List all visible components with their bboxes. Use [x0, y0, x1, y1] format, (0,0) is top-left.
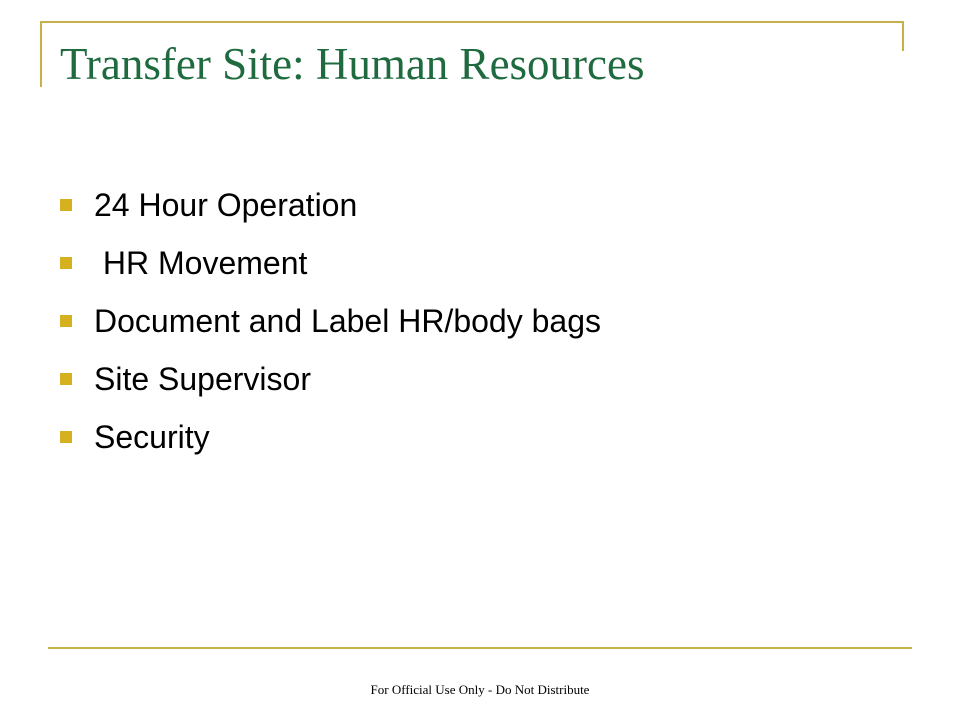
footer-text: For Official Use Only - Do Not Distribute	[370, 682, 590, 697]
right-frame-line	[902, 21, 904, 51]
bullet-item	[60, 234, 601, 292]
slide-title: Transfer Site: Human Resources	[60, 39, 645, 89]
square-bullet-icon	[60, 373, 72, 385]
bullet-text: Site Supervisor	[94, 361, 311, 397]
bullet-item	[60, 408, 601, 466]
bullet-item	[60, 176, 601, 234]
left-frame-line	[40, 21, 42, 87]
bullet-text: Document and Label HR/body bags	[94, 303, 601, 339]
bullet-list	[60, 176, 601, 466]
bullet-text: 24 Hour Operation	[94, 187, 358, 223]
top-frame-line	[40, 21, 904, 23]
square-bullet-icon	[60, 431, 72, 443]
bullet-text: Security	[94, 419, 210, 455]
bullet-item	[60, 350, 601, 408]
square-bullet-icon	[60, 315, 72, 327]
footer-divider	[48, 647, 912, 649]
bullet-text: HR Movement	[94, 245, 308, 281]
bullet-item	[60, 292, 601, 350]
square-bullet-icon	[60, 199, 72, 211]
square-bullet-icon	[60, 257, 72, 269]
